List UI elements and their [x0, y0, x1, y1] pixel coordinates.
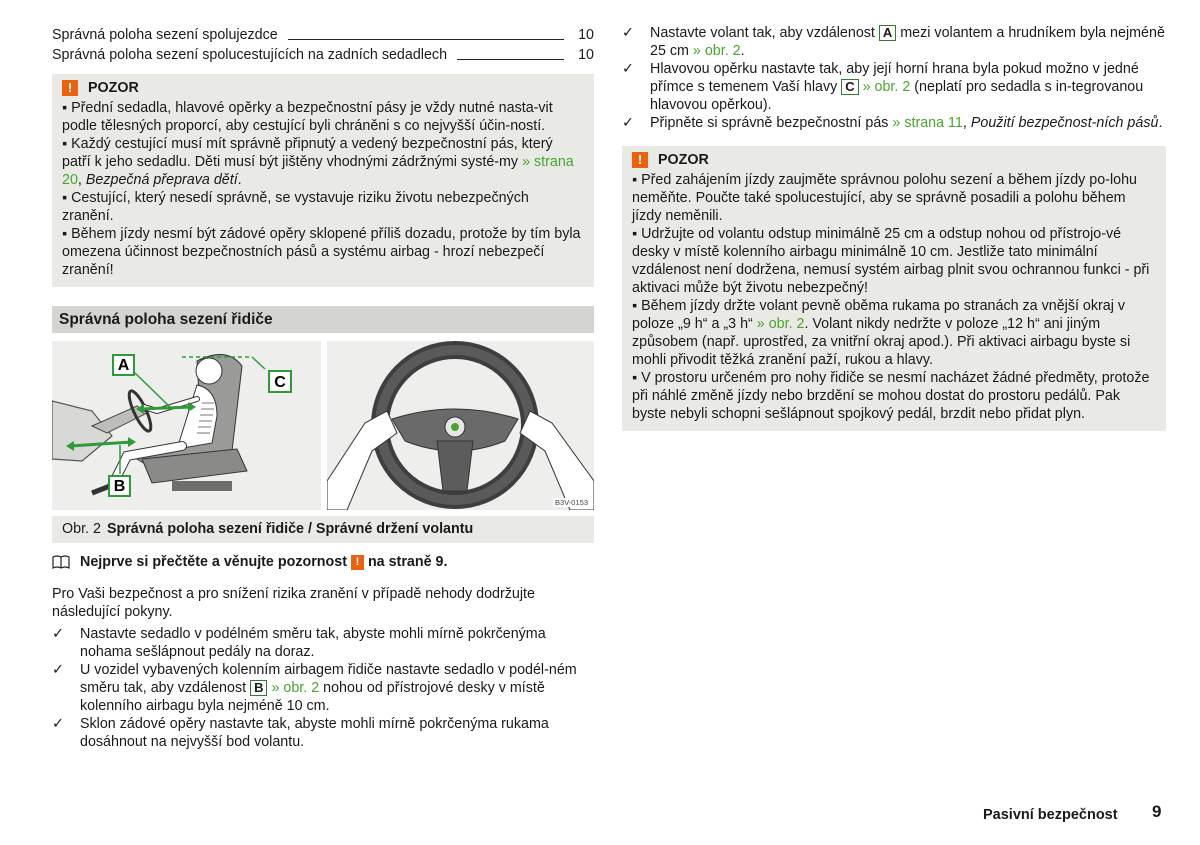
intro-paragraph: Pro Vaši bezpečnost a pro snížení rizika zranění v případě nehody dodržujte následující pokyny. — [52, 586, 535, 620]
warning-bullet: ▪ Před zahájením jízdy zaujměte správnou polohu sezení a během jízdy po-lohu neměňte. Poučte také spolucestující, aby se správně posadili a polohu během jízdy neměnili. — [632, 171, 1154, 225]
check-item — [622, 60, 1166, 114]
toc-leader — [288, 39, 564, 40]
label-c-ref: C — [841, 79, 858, 95]
warning-bullet: ▪ Cestující, který nesedí správně, se vystavuje riziku životu nebezpečných zranění. — [62, 189, 582, 225]
warning-bullet: ▪ V prostoru určeném pro nohy řidiče se nesmí nacházet žádné předměty, protože při náhlé změně jízdy nebo brzdění se mohou dostat do prostoru pedálů. Pak byste nebyli schopni sešlápnout spojkový pedál, brzdit nebo přidat plyn. — [632, 369, 1154, 423]
checkmark-icon: ✓ — [622, 115, 634, 131]
checkmark-icon: ✓ — [52, 662, 64, 678]
toc-page: 10 — [578, 47, 594, 63]
figure-link[interactable]: » obr. 2 — [692, 43, 741, 59]
warning-bullet: ▪ Každý cestující musí mít správně připnutý a vedený bezpečnostní pás, který patří k jeho sedadlu. Děti musí být jištěny vhodnými zádržnými systé-my » strana 20, Bezpečná přeprava dětí. — [62, 135, 582, 189]
page-link[interactable]: » strana 11 — [892, 115, 963, 131]
label-b: B — [113, 478, 126, 495]
figure-link[interactable]: » obr. 2 — [862, 79, 911, 95]
caption-number: Obr. 2 — [62, 521, 101, 537]
checkmark-icon: ✓ — [52, 626, 64, 642]
warning-box — [622, 146, 1166, 431]
warning-bullet: ▪ Udržujte od volantu odstup minimálně 25 cm a odstup nohou od přístrojo-vé desky v místě kolenního airbagu minimálně 10 cm. Jestliže tato minimální vzdálenost není dodržena, nemusí systém airbag plnit svou ochrannou funkci - při aktivaci může být životu nebezpečný! — [632, 225, 1154, 297]
seat-position-illustration — [52, 341, 321, 510]
left-column — [52, 24, 594, 751]
label-a: A — [117, 357, 130, 374]
section-title: Správná poloha sezení řidiče — [52, 306, 594, 333]
read-first-note — [52, 553, 594, 571]
warning-title: POZOR — [658, 152, 709, 168]
warning-header — [632, 149, 1154, 171]
check-text: U vozidel vybavených kolenním airbagem řidiče nastavte sedadlo v podél-ném směru tak, aby vzdálenost B » obr. 2 nohou od přístrojové desky v místě kolenního airbagu byla nejméně 10 cm. — [80, 662, 577, 714]
steering-wheel-svg — [327, 341, 594, 510]
warning-icon: ! — [632, 152, 648, 168]
label-b-ref: B — [250, 680, 267, 696]
toc-page: 10 — [578, 27, 594, 43]
caption-text: Správná poloha sezení řidiče / Správné držení volantu — [106, 521, 474, 537]
book-icon — [52, 555, 70, 569]
note-text: Nejprve si přečtěte a věnujte pozornost — [80, 554, 347, 570]
warning-title: POZOR — [88, 80, 139, 96]
figure — [52, 341, 594, 510]
driver-seat-svg — [52, 341, 321, 510]
warning-icon: ! — [351, 555, 364, 570]
check-item — [52, 715, 594, 751]
warning-header — [62, 77, 582, 99]
label-a-ref: A — [879, 25, 896, 41]
footer-chapter-title: Pasivní bezpečnost — [983, 807, 1118, 823]
toc-list — [52, 24, 594, 64]
warning-icon: ! — [62, 80, 78, 96]
label-c: C — [274, 374, 286, 391]
page-link[interactable]: » strana 20 — [62, 154, 574, 188]
footer-page-number: 9 — [1152, 802, 1162, 821]
check-text: Připněte si správně bezpečnostní pás » strana 11, Použití bezpečnost-ních pásů. — [650, 115, 1163, 131]
reference-title: Bezpečná přeprava dětí — [85, 172, 238, 188]
check-item — [52, 661, 594, 715]
check-text: Nastavte volant tak, aby vzdálenost A mezi volantem a hrudníkem byla nejméně 25 cm » obr. 2. — [650, 25, 1165, 59]
toc-leader — [457, 59, 564, 60]
right-column — [622, 24, 1166, 431]
check-item — [622, 114, 1166, 132]
warning-box — [52, 74, 594, 287]
figure-code: B3V-0153 — [555, 498, 588, 507]
toc-title: Správná poloha sezení spolujezdce — [52, 27, 278, 43]
check-text: Nastavte sedadlo v podélném směru tak, abyste mohli mírně pokrčenýma nohama sešlápnout pedály na doraz. — [80, 626, 546, 660]
checkmark-icon: ✓ — [52, 716, 64, 732]
checkmark-icon: ✓ — [622, 61, 634, 77]
reference-title: Použití bezpečnost-ních pásů — [970, 115, 1159, 131]
checkmark-icon: ✓ — [622, 25, 634, 41]
figure-caption — [52, 516, 594, 543]
check-item — [52, 625, 594, 661]
toc-row[interactable] — [52, 44, 594, 64]
note-page: na straně 9. — [367, 554, 448, 570]
check-text: Sklon zádové opěry nastavte tak, abyste mohli mírně pokrčenýma rukama dosáhnout na nejvyšší bod volantu. — [80, 716, 549, 750]
check-text: Hlavovou opěrku nastavte tak, aby její horní hrana byla pokud možno v jedné přímce s temenem Vaší hlavy C » obr. 2 (neplatí pro sedadla s in-tegrovanou hlavovou opěrkou). — [650, 61, 1144, 113]
figure-link[interactable]: » obr. 2 — [271, 680, 320, 696]
toc-title: Správná poloha sezení spolucestujících na zadních sedadlech — [52, 47, 448, 63]
steering-wheel-illustration — [327, 341, 594, 510]
warning-bullet: ▪ Během jízdy nesmí být zádové opěry sklopené příliš dozadu, protože by tím byla omezena účinnost bezpečnostních pásů a systému airbag - hrozí nebezpečí zranění! — [62, 225, 582, 279]
warning-bullet: ▪ Během jízdy držte volant pevně oběma rukama po stranách za vnější okraj v poloze „9 h“ a „3 h“ » obr. 2. Volant nikdy nedržte v poloze „12 h“ ani jiným způsobem (např. uprostřed, za vnitřní okraj apod.). Při aktivaci airbagu byste si mohli přivodit těžká zranění paží, rukou a hlavy. — [632, 297, 1154, 369]
figure-link[interactable]: » obr. 2 — [756, 316, 805, 332]
warning-bullet: ▪ Přední sedadla, hlavové opěrky a bezpečnostní pásy je vždy nutné nasta-vit podle tělesných proporcí, aby cestující byli chráněni s co nejvyšší účin-ností. — [62, 99, 582, 135]
check-item — [622, 24, 1166, 60]
toc-row[interactable] — [52, 24, 594, 44]
